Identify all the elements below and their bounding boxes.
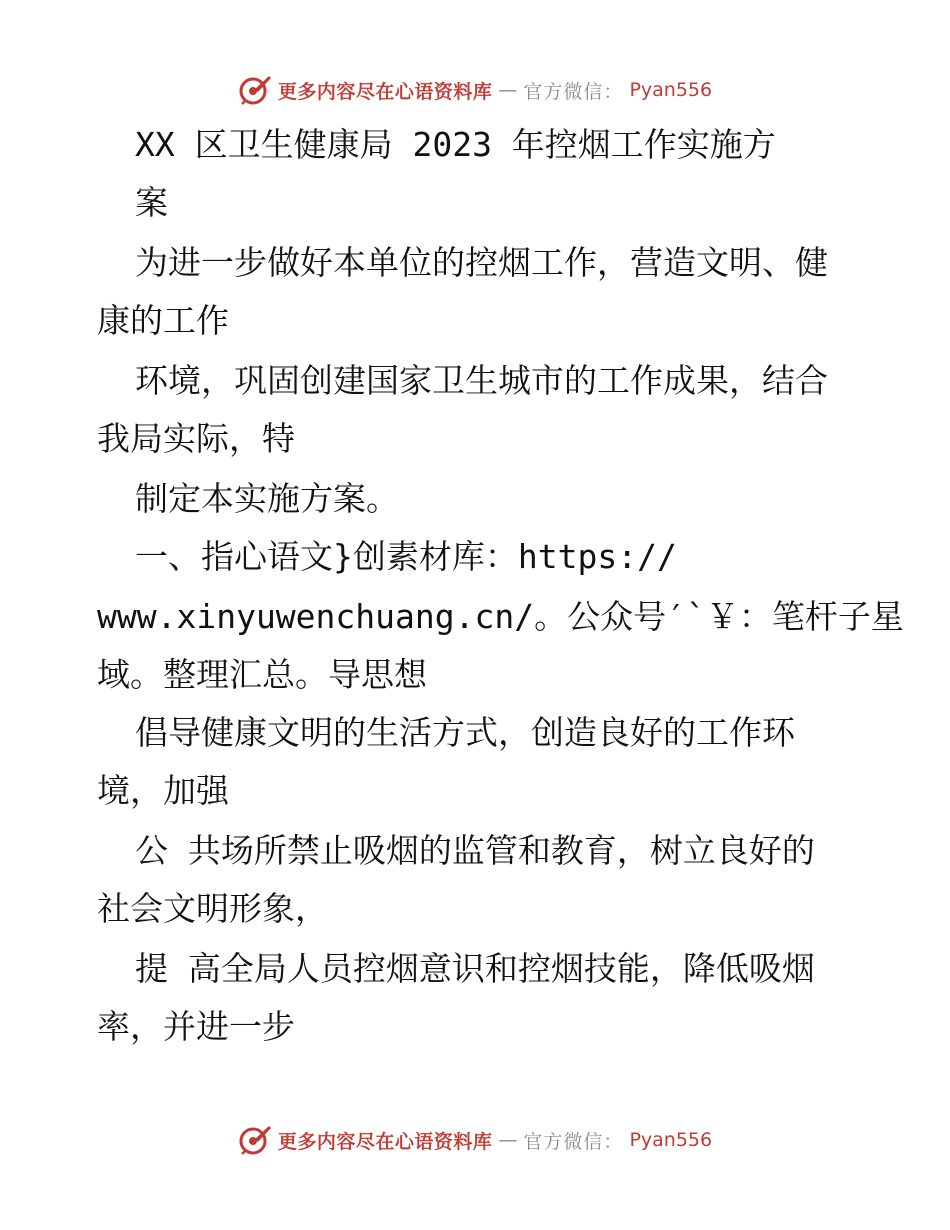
paragraph-line: 提 高全局人员控烟意识和控烟技能，降低吸烟 xyxy=(135,949,815,988)
paragraph-line: 康的工作 xyxy=(97,301,229,340)
banner-dash: — xyxy=(498,79,518,101)
footer-banner xyxy=(0,1120,950,1160)
banner-wechat-label: 官方微信： xyxy=(523,80,624,103)
paragraph-line: 公 共场所禁止吸烟的监管和教育，树立良好的 xyxy=(135,831,815,870)
paragraph-line: 为进一步做好本单位的控烟工作，营造文明、健 xyxy=(135,243,828,282)
document-title-line-1: XX 区卫生健康局 2023 年控烟工作实施方 xyxy=(135,125,776,164)
paragraph-line: 社会文明形象， xyxy=(97,889,328,928)
section-heading-line: 一、指心语文}创素材库：https:// xyxy=(135,537,677,576)
paragraph-line: 环境，巩固创建国家卫生城市的工作成果，结合 xyxy=(135,361,828,400)
banner-text: 更多内容尽在心语资料库 xyxy=(277,1130,493,1153)
paragraph-line: 制定本实施方案。 xyxy=(135,479,399,518)
paragraph-line: 倡导健康文明的生活方式，创造良好的工作环 xyxy=(135,713,795,752)
document-title-line-2: 案 xyxy=(135,183,168,222)
pen-logo-icon xyxy=(238,1123,272,1157)
header-banner xyxy=(0,70,950,110)
banner-wechat-label: 官方微信： xyxy=(523,1130,624,1153)
paragraph-line: 我局实际，特 xyxy=(97,419,295,458)
banner-dash: — xyxy=(498,1129,518,1151)
banner-wechat-id: Pyan556 xyxy=(629,79,713,101)
paragraph-line: 境，加强 xyxy=(97,771,229,810)
paragraph-line: www.xinyuwenchuang.cn/。公众号′`￥：笔杆子星 xyxy=(97,597,904,636)
pen-logo-icon xyxy=(238,73,272,107)
paragraph-line: 率，并进一步 xyxy=(97,1007,295,1046)
paragraph-line: 域。整理汇总。导思想 xyxy=(97,655,427,694)
banner-wechat-id: Pyan556 xyxy=(629,1129,713,1151)
banner-text: 更多内容尽在心语资料库 xyxy=(277,80,493,103)
